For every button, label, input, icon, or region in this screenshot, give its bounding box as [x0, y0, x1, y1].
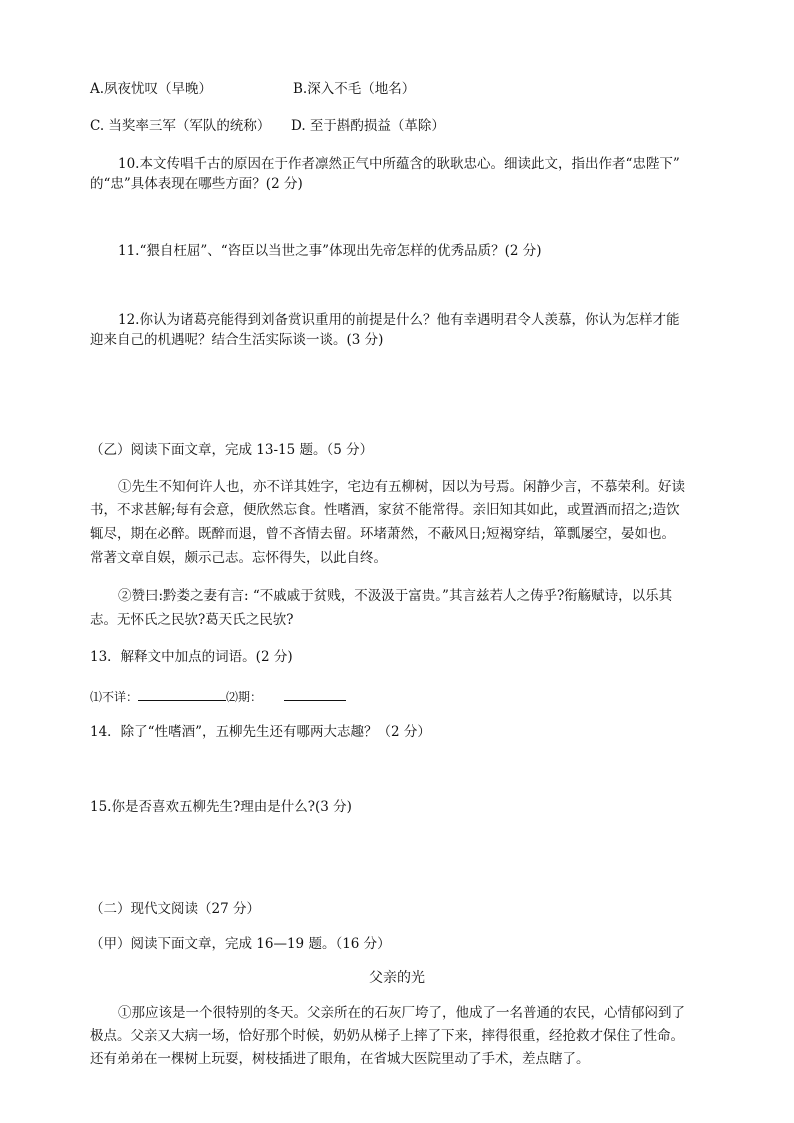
blank-2-label: ⑵期： [226, 690, 263, 704]
question-11: 11.“猥自枉屈”、“咨臣以当世之事”体现出先帝怎样的优秀品质？(2 分) [118, 243, 542, 259]
section-modern-heading: （二）现代文阅读（27 分） [90, 901, 260, 917]
options-row-ab [90, 79, 415, 99]
options-row-cd [90, 116, 445, 136]
question-12-line2: 迎来自己的机遇呢？结合生活实际谈一谈。(3 分) [90, 332, 384, 348]
passage-1-line4: 常著文章自娱，颇示己志。忘怀得失，以此自终。 [90, 550, 387, 566]
option-b: B.深入不毛（地名） [293, 81, 416, 97]
question-14: 14．除了“性嗜酒”，五柳先生还有哪两大志趣？（2 分） [90, 724, 431, 740]
question-15: 15.你是否喜欢五柳先生?理由是什么?(3 分) [90, 799, 352, 815]
question-13: 13．解释文中加点的词语。(2 分) [90, 649, 293, 665]
passage-2-line2: 志。无怀氏之民欤?葛天氏之民欤? [90, 612, 294, 628]
option-d: D. 至于斟酌损益（革除） [291, 118, 445, 134]
article-title: 父亲的光 [369, 970, 425, 986]
passage-1-line1: ①先生不知何许人也，亦不详其姓字，宅边有五柳树，因以为号焉。闲静少言，不慕荣利。好读 [118, 479, 685, 495]
article-line1: ①那应该是一个很特别的冬天。父亲所在的石灰厂垮了，他成了一名普通的农民，心情郁闷到了 [118, 1005, 685, 1021]
article-line3: 还有弟弟在一棵树上玩耍，树枝插进了眼角，在省城大医院里动了手术，差点瞎了。 [90, 1051, 590, 1067]
blank-1-line[interactable] [138, 686, 226, 701]
blank-2-line[interactable] [284, 686, 346, 701]
section-jia-heading: （甲）阅读下面文章，完成 16—19 题。（16 分） [90, 936, 391, 952]
section-yi-heading: （乙）阅读下面文章，完成 13-15 题。（5 分） [90, 442, 374, 458]
option-c: C. 当奖率三军（军队的统称） [90, 118, 271, 134]
article-line2: 极点。父亲又大病一场，恰好那个时候，奶奶从梯子上摔了下来，摔得很重，经抢救才保住了性命。 [90, 1028, 684, 1044]
question-12-line1: 12.你认为诸葛亮能得到刘备赏识重用的前提是什么？他有幸遇明君令人羡慕，你认为怎样才能 [118, 312, 680, 328]
passage-1-line3: 辄尽，期在必醉。既醉而退，曾不吝情去留。环堵萧然，不蔽风日;短褐穿结，箪瓢屡空，晏如也。 [90, 526, 676, 542]
question-10-line1: 10.本文传唱千古的原因在于作者凛然正气中所蕴含的耿耿忠心。细读此文，指出作者“忠陛下” [118, 156, 680, 172]
option-a: A.夙夜忧叹（早晚） [90, 81, 213, 97]
passage-1-line2: 书，不求甚解;每有会意，便欣然忘食。性嗜酒，家贫不能常得。亲旧知其如此，或置酒而招之;造饮 [90, 502, 680, 518]
question-10-line2: 的“忠”具体表现在哪些方面？(2 分) [90, 176, 303, 192]
passage-2-line1: ②赞曰:黔娄之妻有言: “不戚戚于贫贱，不汲汲于富贵。”其言兹若人之俦乎?衔觞赋诗，以乐其 [118, 588, 673, 604]
blank-1-label: ⑴不详： [90, 690, 139, 704]
question-13-blanks [90, 686, 346, 707]
